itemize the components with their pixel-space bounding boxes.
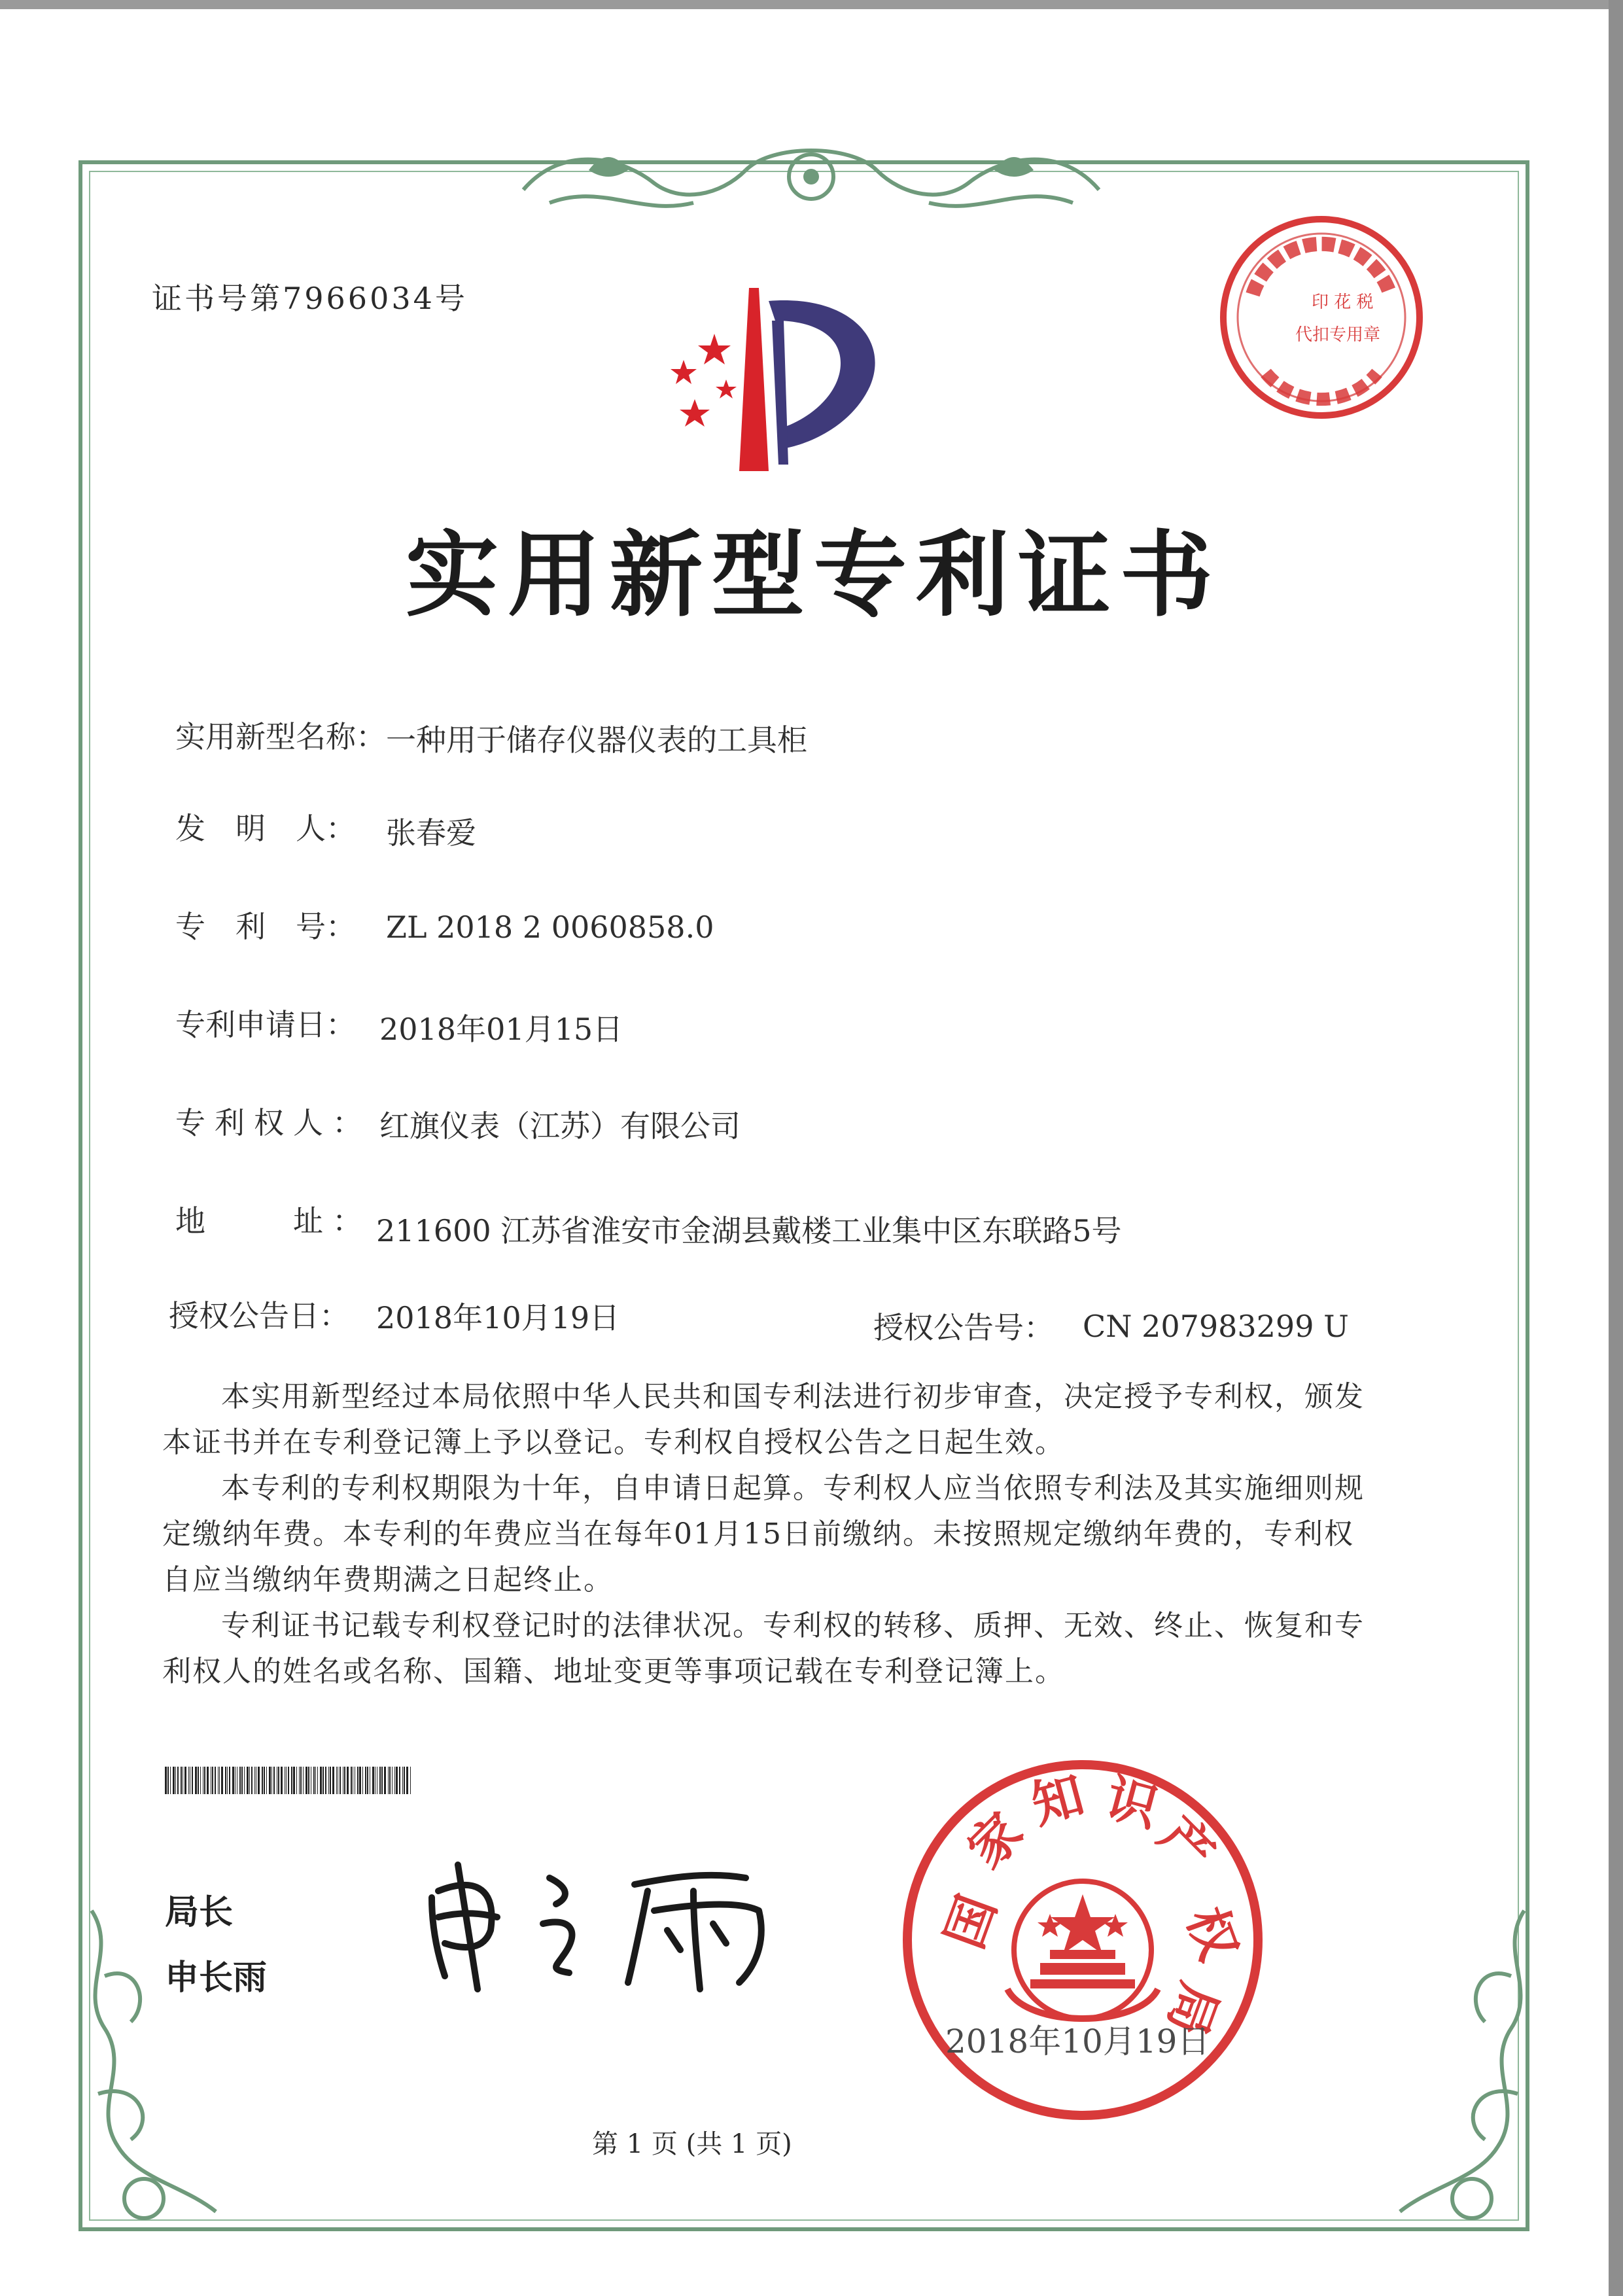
barcode-bar	[232, 1767, 234, 1794]
barcode-bar	[296, 1767, 297, 1794]
barcode-bar	[195, 1767, 197, 1794]
barcode-bar	[410, 1767, 411, 1794]
barcode-bar	[347, 1767, 349, 1794]
state-ipo-seal-icon	[896, 1754, 1269, 2127]
barcode-bar	[235, 1767, 236, 1794]
certificate-title: 实用新型专利证书	[406, 521, 1222, 629]
barcode-bar	[344, 1767, 345, 1794]
barcode-bar	[192, 1767, 193, 1794]
barcode-bar	[384, 1767, 386, 1794]
barcode-bar	[351, 1767, 352, 1794]
barcode-bar	[372, 1767, 374, 1794]
inventor-label: 发 明 人：	[175, 811, 356, 846]
barcode-bar	[167, 1767, 169, 1794]
barcode-bar	[288, 1767, 289, 1794]
barcode-bar	[336, 1767, 337, 1794]
barcode-bar	[303, 1767, 304, 1794]
barcode-bar	[359, 1767, 361, 1794]
handwritten-signature	[419, 1852, 785, 1996]
barcode-bar	[175, 1767, 176, 1794]
barcode-bar	[177, 1767, 179, 1794]
certificate-number: 证书号第7966034号	[152, 281, 468, 316]
barcode-bar	[266, 1767, 267, 1794]
patent-number-label: 专 利 号：	[175, 909, 356, 944]
barcode-bar	[184, 1767, 186, 1794]
barcode-bar	[362, 1767, 363, 1794]
director-name: 申长雨	[165, 1958, 268, 1998]
barcode-bar	[227, 1767, 228, 1794]
barcode-bar	[325, 1767, 326, 1794]
patentee-label: 专利权人：	[175, 1105, 372, 1140]
barcode-bar	[273, 1767, 275, 1794]
barcode-bar	[165, 1767, 167, 1794]
grant-date-value: 2018年10月19日	[376, 1300, 620, 1335]
barcode-bar	[271, 1767, 272, 1794]
barcode-bar	[286, 1767, 287, 1794]
barcode-bar	[262, 1767, 263, 1794]
barcode-bar	[258, 1767, 260, 1794]
scan-edge-right	[1609, 0, 1623, 2296]
barcode-bar	[281, 1767, 283, 1794]
inventor-value: 张春爱	[386, 815, 476, 851]
barcode-bar	[251, 1767, 253, 1794]
barcode-bar	[394, 1767, 395, 1794]
barcode-bar	[198, 1767, 199, 1794]
barcode-bar	[357, 1767, 358, 1794]
barcode-bar	[204, 1767, 205, 1794]
filing-date-label: 专利申请日：	[175, 1007, 356, 1042]
barcode-bar	[215, 1767, 216, 1794]
barcode-bar	[249, 1767, 250, 1794]
director-title: 局长	[165, 1893, 234, 1932]
barcode-bar	[188, 1767, 189, 1794]
patent-office-logo-icon	[654, 281, 903, 478]
barcode-bar	[221, 1767, 223, 1794]
barcode-bar	[367, 1767, 368, 1794]
grant-date-label: 授权公告日：	[169, 1298, 349, 1333]
page-number: 第 1 页 (共 1 页)	[592, 2129, 792, 2159]
barcode-bar	[212, 1767, 213, 1794]
tax-seal-stamp-icon	[1213, 209, 1429, 425]
barcode-bar	[305, 1767, 307, 1794]
barcode-bar	[389, 1767, 391, 1794]
barcode-bar	[170, 1767, 171, 1794]
seal-date: 2018年10月19日	[945, 2022, 1210, 2060]
barcode-bar	[299, 1767, 300, 1794]
certificate-frame-inner	[89, 171, 1519, 2221]
barcode-bar	[388, 1767, 389, 1794]
barcode-bar	[181, 1767, 182, 1794]
address-value: 211600 江苏省淮安市金湖县戴楼工业集中区东联路5号	[376, 1213, 1122, 1248]
top-ornament-icon	[510, 131, 1112, 222]
barcode-bar	[200, 1767, 201, 1794]
barcode-bar	[392, 1767, 393, 1794]
svg-text:知: 知	[1025, 1765, 1091, 1836]
barcode-bar	[379, 1767, 381, 1794]
barcode-bar	[340, 1767, 341, 1794]
body-paragraph-2: 本专利的专利权期限为十年，自申请日起算。专利权人应当依照专利法及其实施细则规定缴纳年费。本专利的年费应当在每年01月15日前缴纳。未按照规定缴纳年费的，专利权自应当缴纳年费期满之日起终止。	[162, 1472, 1365, 1597]
svg-text:国: 国	[935, 1888, 1008, 1956]
barcode-bar	[291, 1767, 292, 1794]
barcode-bar	[320, 1767, 322, 1794]
barcode-bar	[219, 1767, 220, 1794]
barcode-bar	[278, 1767, 279, 1794]
barcode-bar	[365, 1767, 366, 1794]
barcode-bar	[315, 1767, 316, 1794]
barcode-bar	[399, 1767, 400, 1794]
barcode-bar	[404, 1767, 405, 1794]
barcode-bar	[330, 1767, 331, 1794]
barcode-bar	[229, 1767, 230, 1794]
barcode-bar	[313, 1767, 315, 1794]
svg-text:家: 家	[956, 1802, 1035, 1880]
filing-date-value: 2018年01月15日	[379, 1012, 623, 1047]
corner-ornament-bottom-right-icon	[1380, 1898, 1550, 2238]
address-label: 地 址：	[175, 1203, 372, 1239]
svg-text:权: 权	[1175, 1899, 1248, 1968]
svg-text:印 花 税: 印 花 税	[1312, 292, 1374, 312]
svg-text:局: 局	[1155, 1975, 1229, 2043]
patent-number-value: ZL 2018 2 0060858.0	[386, 910, 714, 945]
barcode-bar	[207, 1767, 209, 1794]
barcode-bar	[293, 1767, 295, 1794]
barcode-bar	[396, 1767, 398, 1794]
barcode-bar	[332, 1767, 334, 1794]
barcode-bar	[173, 1767, 175, 1794]
barcode-bar	[247, 1767, 249, 1794]
body-paragraph-3: 专利证书记载专利权登记时的法律状况。专利权的转移、质押、无效、终止、恢复和专利权人的姓名或名称、国籍、地址变更等事项记载在专利登记簿上。	[162, 1609, 1365, 1688]
patentee-value: 红旗仪表（江苏）有限公司	[379, 1108, 741, 1144]
barcode-bar	[300, 1767, 302, 1794]
barcode-bar	[244, 1767, 245, 1794]
barcode-bar	[317, 1767, 318, 1794]
barcode-bar	[239, 1767, 241, 1794]
barcode-bar	[225, 1767, 226, 1794]
barcode-bar	[264, 1767, 265, 1794]
body-paragraph-1: 本实用新型经过本局依照中华人民共和国专利法进行初步审查，决定授予专利权，颁发本证书并在专利登记簿上予以登记。专利权自授权公告之日起生效。	[162, 1380, 1365, 1459]
svg-text:代扣专用章: 代扣专用章	[1295, 325, 1381, 345]
barcode-bar	[308, 1767, 309, 1794]
barcode-bar	[402, 1767, 403, 1794]
utility-model-name-value: 一种用于储存仪器仪表的工具柜	[386, 722, 807, 758]
barcode-bar	[381, 1767, 383, 1794]
barcode	[165, 1767, 564, 1794]
grant-number-value: CN 207983299 U	[1083, 1309, 1349, 1344]
barcode-bar	[241, 1767, 243, 1794]
barcode-bar	[269, 1767, 271, 1794]
scan-edge-top	[0, 0, 1623, 9]
svg-text:产: 产	[1147, 1805, 1225, 1884]
utility-model-name-label: 实用新型名称：	[175, 719, 386, 754]
corner-ornament-bottom-left-icon	[65, 1898, 236, 2238]
barcode-bar	[254, 1767, 255, 1794]
svg-text:识: 识	[1099, 1768, 1164, 1839]
barcode-bar	[328, 1767, 329, 1794]
barcode-bar	[406, 1767, 408, 1794]
barcode-bar	[323, 1767, 324, 1794]
grant-number-label: 授权公告号：	[873, 1310, 1054, 1345]
